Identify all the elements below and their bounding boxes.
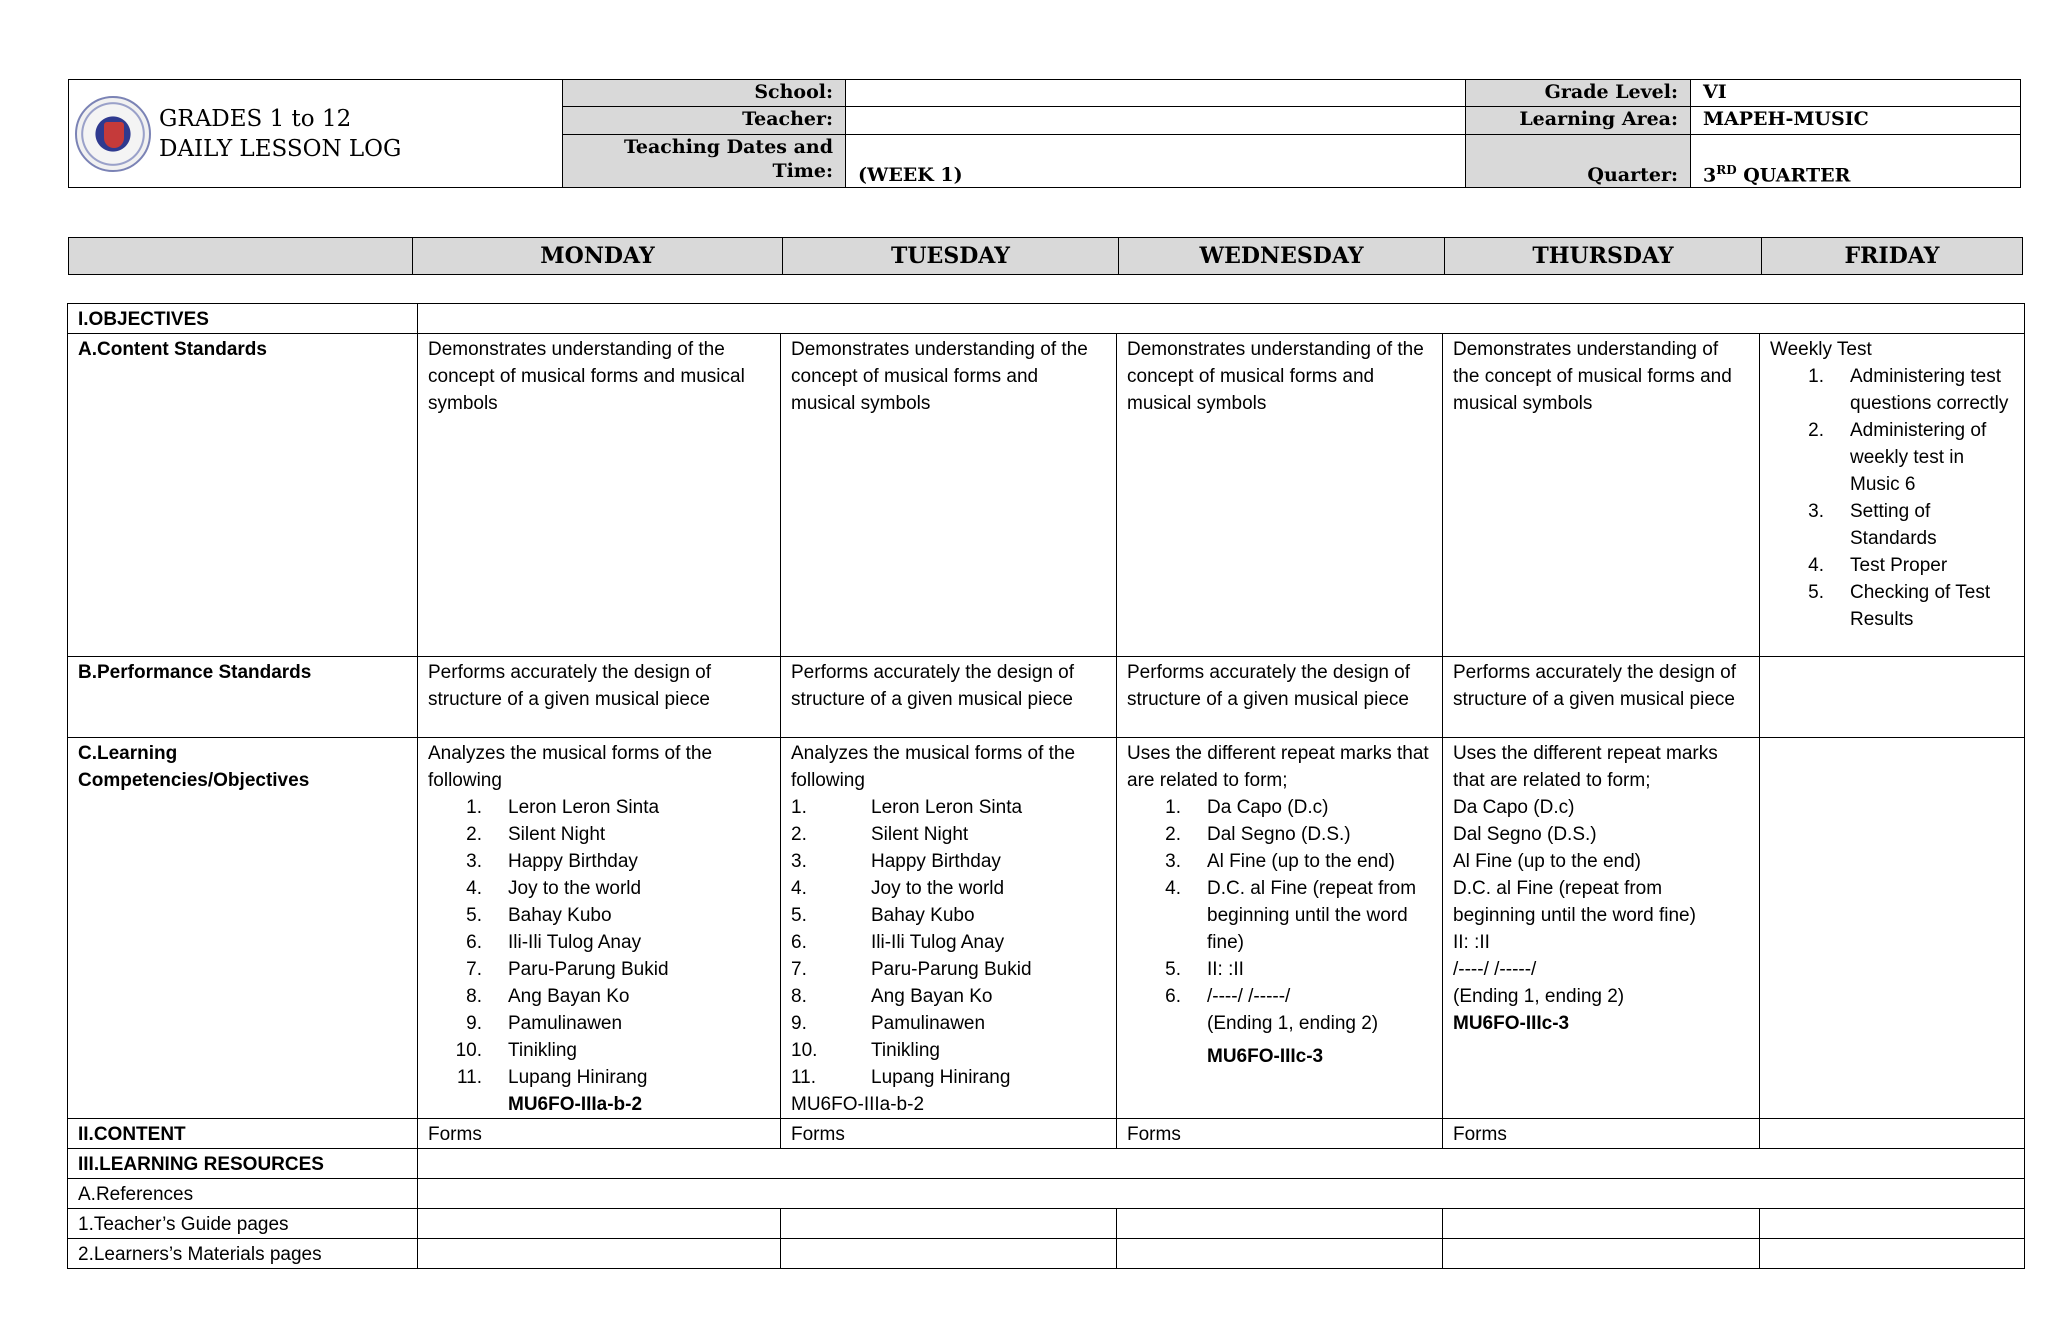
- list-item: 8. Ang Bayan Ko: [466, 986, 630, 1007]
- teacher-field[interactable]: [846, 107, 1466, 134]
- list-item: 5. Bahay Kubo: [466, 905, 612, 926]
- content-standards-friday[interactable]: [1760, 334, 2025, 657]
- performance-standards-thursday[interactable]: Performs accurately the design of structure of a given musical piece: [1443, 657, 1760, 738]
- quarter-label: Quarter:: [1466, 134, 1691, 188]
- teaching-dates-label: [563, 134, 846, 188]
- content-standards-wednesday[interactable]: Demonstrates understanding of the concept of musical forms and musical symbols: [1117, 334, 1443, 657]
- row-label-learners-materials: 2.Learners’s Materials pages: [68, 1239, 418, 1269]
- content-standards-monday[interactable]: Demonstrates understanding of the concept of musical forms and musical symbols: [418, 334, 781, 657]
- doc-title-line1: GRADES 1 to 12: [159, 105, 352, 132]
- competencies-monday-intro: Analyzes the musical forms of the following: [428, 743, 713, 791]
- competency-code-wednesday: MU6FO-IIIc-3: [1207, 1046, 1324, 1067]
- list-item: 1. Leron Leron Sinta: [791, 797, 1023, 818]
- list-item: 4. Test Proper: [1808, 555, 1948, 576]
- thursday-line: II: :II: [1453, 932, 1490, 953]
- list-item: 6. Ili-Ili Tulog Anay: [466, 932, 642, 953]
- teachers-guide-thursday[interactable]: [1443, 1209, 1760, 1239]
- thursday-line: Al Fine (up to the end): [1453, 851, 1641, 872]
- list-item: 2. Administering of weekly test in Music 6: [1808, 420, 1987, 495]
- competencies-label-line2: Competencies/Objectives: [78, 770, 310, 791]
- teaching-dates-value[interactable]: (WEEK 1): [846, 134, 1466, 188]
- day-header-thursday: THURSDAY: [1445, 238, 1762, 275]
- list-item: 7. Paru-Parung Bukid: [791, 959, 1032, 980]
- teacher-label: Teacher:: [563, 107, 846, 134]
- thursday-line: Dal Segno (D.S.): [1453, 824, 1597, 845]
- content-thursday[interactable]: Forms: [1443, 1119, 1760, 1149]
- list-item: 1. Da Capo (D.c): [1165, 797, 1329, 818]
- grade-level-label: Grade Level:: [1466, 80, 1691, 107]
- list-item: 3. Al Fine (up to the end): [1165, 851, 1395, 872]
- list-item: 6. /----/ /-----/: [1165, 986, 1291, 1007]
- content-tuesday[interactable]: Forms: [781, 1119, 1117, 1149]
- content-standards-thursday[interactable]: Demonstrates understanding of the concept of musical forms and musical symbols: [1443, 334, 1760, 657]
- weekly-test-title: Weekly Test: [1770, 339, 1872, 360]
- row-label-teachers-guide: 1.Teacher’s Guide pages: [68, 1209, 418, 1239]
- row-label-learning-resources: III.LEARNING RESOURCES: [68, 1149, 418, 1179]
- day-header-wednesday: WEDNESDAY: [1119, 238, 1445, 275]
- teachers-guide-wednesday[interactable]: [1117, 1209, 1443, 1239]
- performance-standards-tuesday[interactable]: Performs accurately the design of structure of a given musical piece: [781, 657, 1117, 738]
- learning-area-value[interactable]: MAPEH-MUSIC: [1691, 107, 2021, 134]
- lesson-log-table: [67, 303, 2025, 1269]
- header-title-cell: [69, 80, 563, 188]
- teaching-dates-label-line2: Time:: [772, 159, 833, 182]
- competencies-wednesday[interactable]: [1117, 738, 1443, 1119]
- teachers-guide-friday[interactable]: [1760, 1209, 2025, 1239]
- quarter-sup: RD: [1716, 162, 1737, 177]
- doc-title-line2: DAILY LESSON LOG: [159, 135, 402, 162]
- day-header-friday: FRIDAY: [1762, 238, 2023, 275]
- competency-code-thursday: MU6FO-IIIc-3: [1453, 1013, 1570, 1034]
- competencies-tuesday-intro: Analyzes the musical forms of the following: [791, 743, 1076, 791]
- competencies-label-line1: C.Learning: [78, 743, 178, 764]
- competencies-friday[interactable]: [1760, 738, 2025, 1119]
- list-item: 6. Ili-Ili Tulog Anay: [791, 932, 1005, 953]
- wednesday-endings: (Ending 1, ending 2): [1207, 1013, 1379, 1034]
- thursday-line: Da Capo (D.c): [1453, 797, 1575, 818]
- list-item: 4. D.C. al Fine (repeat from beginning until the word fine): [1165, 878, 1417, 953]
- performance-standards-friday[interactable]: [1760, 657, 2025, 738]
- list-item: 4. Joy to the world: [466, 878, 642, 899]
- song-list-tuesday: [791, 794, 1106, 1091]
- row-label-competencies: [68, 738, 418, 1119]
- list-item: 8. Ang Bayan Ko: [791, 986, 993, 1007]
- learners-materials-monday[interactable]: [418, 1239, 781, 1269]
- repeat-marks-list-wednesday: [1127, 794, 1432, 1010]
- day-header-monday: MONDAY: [413, 238, 783, 275]
- grade-level-value[interactable]: VI: [1691, 80, 2021, 107]
- content-standards-tuesday[interactable]: Demonstrates understanding of the concept of musical forms and musical symbols: [781, 334, 1117, 657]
- learning-resources-span: [418, 1149, 2025, 1179]
- list-item: 7. Paru-Parung Bukid: [466, 959, 669, 980]
- list-item: 3. Setting of Standards: [1808, 501, 1937, 549]
- school-field[interactable]: [846, 80, 1466, 107]
- list-item: 10. Tinikling: [791, 1040, 940, 1061]
- competency-code-monday: MU6FO-IIIa-b-2: [508, 1094, 643, 1115]
- thursday-line: /----/ /-----/: [1453, 959, 1537, 980]
- list-item: 10. Tinikling: [455, 1040, 577, 1061]
- teaching-dates-label-line1: Teaching Dates and: [623, 135, 833, 158]
- learners-materials-tuesday[interactable]: [781, 1239, 1117, 1269]
- row-label-objectives: I.OBJECTIVES: [68, 304, 418, 334]
- list-item: 5. II: :II: [1165, 959, 1244, 980]
- competencies-tuesday[interactable]: [781, 738, 1117, 1119]
- learning-area-label: Learning Area:: [1466, 107, 1691, 134]
- list-item: 9. Pamulinawen: [791, 1013, 986, 1034]
- performance-standards-wednesday[interactable]: Performs accurately the design of structure of a given musical piece: [1117, 657, 1443, 738]
- thursday-line: (Ending 1, ending 2): [1453, 986, 1625, 1007]
- list-item: 5. Checking of Test Results: [1808, 582, 1991, 630]
- learners-materials-friday[interactable]: [1760, 1239, 2025, 1269]
- list-item: 2. Dal Segno (D.S.): [1165, 824, 1351, 845]
- list-item: 11. Lupang Hinirang: [456, 1067, 648, 1088]
- content-friday[interactable]: [1760, 1119, 2025, 1149]
- list-item: 3. Happy Birthday: [466, 851, 638, 872]
- row-label-content: II.CONTENT: [68, 1119, 418, 1149]
- list-item: 11. Lupang Hinirang: [791, 1067, 1011, 1088]
- teachers-guide-tuesday[interactable]: [781, 1209, 1117, 1239]
- performance-standards-monday[interactable]: Performs accurately the design of structure of a given musical piece: [418, 657, 781, 738]
- lesson-log-header: [68, 79, 2021, 188]
- objectives-span: [418, 304, 2025, 334]
- quarter-value[interactable]: [1691, 134, 2021, 188]
- weekly-test-list: [1770, 363, 2014, 633]
- day-header-blank: [69, 238, 413, 275]
- song-list-monday: [428, 794, 770, 1091]
- row-label-references: A.References: [68, 1179, 418, 1209]
- list-item: 2. Silent Night: [791, 824, 969, 845]
- list-item: 9. Pamulinawen: [466, 1013, 623, 1034]
- content-wednesday[interactable]: Forms: [1117, 1119, 1443, 1149]
- deped-seal-icon: [75, 96, 151, 172]
- competencies-thursday-intro: Uses the different repeat marks that are related to form;: [1453, 743, 1718, 791]
- content-monday[interactable]: Forms: [418, 1119, 781, 1149]
- list-item: 3. Happy Birthday: [791, 851, 1001, 872]
- competencies-monday[interactable]: [418, 738, 781, 1119]
- competencies-thursday[interactable]: [1443, 738, 1760, 1119]
- list-item: 2. Silent Night: [466, 824, 606, 845]
- thursday-line: D.C. al Fine (repeat from beginning until the word fine): [1453, 878, 1696, 926]
- teachers-guide-monday[interactable]: [418, 1209, 781, 1239]
- list-item: 4. Joy to the world: [791, 878, 1005, 899]
- competency-code-tuesday: MU6FO-IIIa-b-2: [791, 1094, 925, 1115]
- school-label: School:: [563, 80, 846, 107]
- competencies-wednesday-intro: Uses the different repeat marks that are related to form;: [1127, 743, 1429, 791]
- list-item: 1. Administering test questions correctly: [1808, 366, 2009, 414]
- learners-materials-wednesday[interactable]: [1117, 1239, 1443, 1269]
- quarter-rest: QUARTER: [1736, 164, 1851, 186]
- day-header-tuesday: TUESDAY: [783, 238, 1119, 275]
- list-item: 5. Bahay Kubo: [791, 905, 975, 926]
- row-label-performance-standards: B.Performance Standards: [68, 657, 418, 738]
- day-headers: [68, 237, 2023, 275]
- list-item: 1. Leron Leron Sinta: [466, 797, 660, 818]
- quarter-num: 3: [1703, 164, 1717, 186]
- learners-materials-thursday[interactable]: [1443, 1239, 1760, 1269]
- references-span: [418, 1179, 2025, 1209]
- row-label-content-standards: A.Content Standards: [68, 334, 418, 657]
